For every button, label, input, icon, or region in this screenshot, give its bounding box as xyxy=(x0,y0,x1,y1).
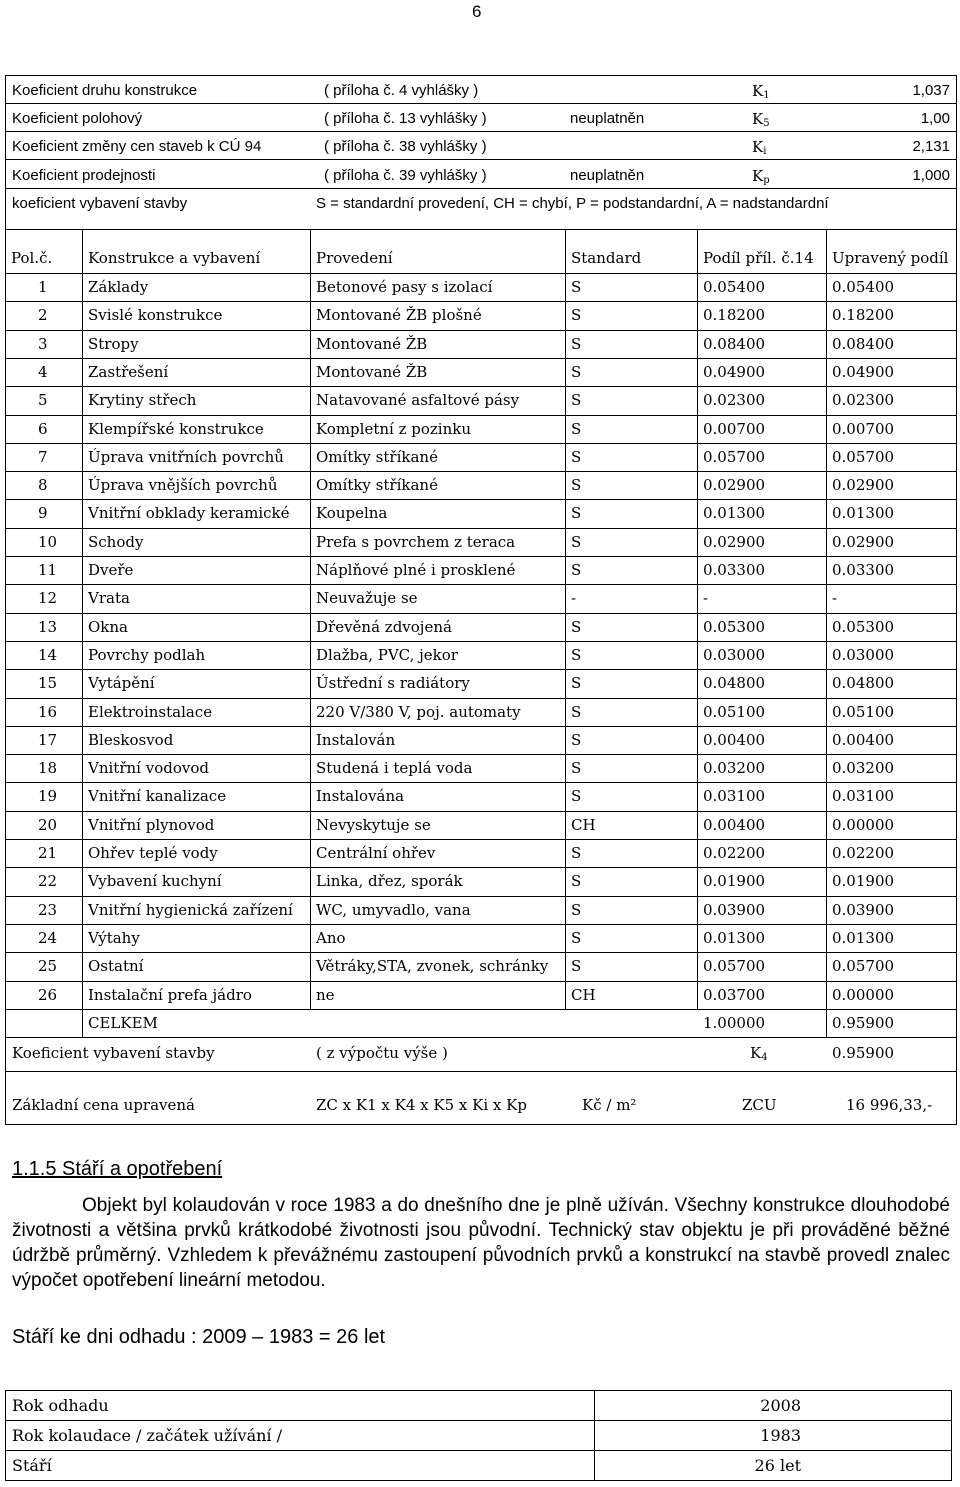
summary-value: 2008 xyxy=(595,1391,952,1421)
row-divider xyxy=(5,952,957,953)
cell-execution: Náplňové plné i prosklené xyxy=(316,561,516,579)
cell-execution: Instalován xyxy=(316,730,396,749)
symbol-letter: K xyxy=(752,110,764,128)
cell-adjusted: 0.01900 xyxy=(832,872,895,891)
cell-construction: Vnitřní plynovod xyxy=(88,815,215,834)
base-price-value: 16 996,33,- xyxy=(846,1096,933,1114)
cell-standard: S xyxy=(571,872,582,891)
row-divider xyxy=(5,754,957,755)
cell-adjusted: 0.02300 xyxy=(832,391,895,410)
coef-value: 1,037 xyxy=(912,82,950,99)
table-row-number: 7 xyxy=(38,447,48,466)
cell-share: 0.05300 xyxy=(703,617,766,636)
cell-standard: S xyxy=(571,504,582,523)
column-divider xyxy=(565,229,566,1009)
cell-execution: Nevyskytuje se xyxy=(316,815,431,834)
symbol-index: 4 xyxy=(761,1052,768,1064)
row-divider xyxy=(5,726,957,727)
cell-construction: Vybavení kuchyní xyxy=(88,872,222,891)
equipment-legend: S = standardní provedení, CH = chybí, P = podstandardní, A = nadstandardní xyxy=(316,195,829,212)
cell-execution: Ústřední s radiátory xyxy=(316,674,470,693)
cell-construction: Vnitřní hygienická zařízení xyxy=(88,900,293,919)
cell-adjusted: 0.03000 xyxy=(832,645,895,664)
equipment-label: koeficient vybavení stavby xyxy=(12,195,188,212)
summary-label: Stáří xyxy=(6,1451,595,1481)
table-row-number: 9 xyxy=(38,504,48,523)
table-row-number: 1 xyxy=(38,278,48,296)
column-divider xyxy=(826,229,827,1037)
coef-ref: ( příloha č. 4 vyhlášky ) xyxy=(324,82,479,99)
cell-adjusted: 0.05300 xyxy=(832,617,895,636)
symbol-index: 1 xyxy=(763,90,770,101)
cell-share: 0.04900 xyxy=(703,362,766,381)
cell-construction: Okna xyxy=(88,617,128,636)
cell-adjusted: 0.05700 xyxy=(832,447,895,466)
coef-name: Koeficient druhu konstrukce xyxy=(12,82,198,99)
cell-execution: Omítky stříkané xyxy=(316,447,438,466)
table-row-number: 4 xyxy=(38,362,48,381)
cell-standard: S xyxy=(571,617,582,636)
table-row-number: 3 xyxy=(38,334,48,353)
cell-standard: S xyxy=(571,759,582,778)
cell-adjusted: 0.05100 xyxy=(832,702,895,721)
cell-standard: S xyxy=(571,306,582,325)
cell-share: 0.01300 xyxy=(703,928,766,947)
equip-coef-ref: ( z výpočtu výše ) xyxy=(316,1044,448,1063)
cell-share: 0.18200 xyxy=(703,306,766,325)
cell-construction: Vnitřní obklady keramické xyxy=(88,504,290,523)
column-header: Provedení xyxy=(316,249,393,267)
cell-standard: S xyxy=(571,476,582,495)
cell-execution: Dřevěná zdvojená xyxy=(316,617,452,636)
cell-share: 0.05700 xyxy=(703,957,766,976)
cell-execution: Natavované asfaltové pásy xyxy=(316,391,520,410)
cell-standard: S xyxy=(571,645,582,664)
row-divider xyxy=(5,1037,957,1038)
cell-execution: Neuvažuje se xyxy=(316,589,418,608)
column-header: Standard xyxy=(571,249,642,267)
cell-construction: Krytiny střech xyxy=(88,391,197,410)
cell-construction: Základy xyxy=(88,278,149,296)
cell-construction: Bleskosvod xyxy=(88,730,174,749)
row-divider xyxy=(5,698,957,699)
cell-adjusted: 0.03300 xyxy=(832,561,895,579)
equip-coef-value: 0.95900 xyxy=(832,1044,895,1063)
column-header: Upravený podíl xyxy=(832,249,949,267)
cell-adjusted: 0.02900 xyxy=(832,476,895,495)
cell-construction: Úprava vnitřních povrchů xyxy=(88,447,284,466)
cell-standard: S xyxy=(571,730,582,749)
cell-adjusted: 0.05700 xyxy=(832,957,895,976)
total-label: CELKEM xyxy=(88,1013,158,1032)
coef-value: 1,000 xyxy=(912,167,950,184)
cell-share: 0.02900 xyxy=(703,476,766,495)
coef-name: Koeficient prodejnosti xyxy=(12,167,156,184)
row-divider xyxy=(5,1071,957,1072)
cell-execution: Prefa s povrchem z teraca xyxy=(316,532,516,551)
row-divider xyxy=(5,415,957,416)
coef-name: Koeficient změny cen staveb k CÚ 94 xyxy=(12,138,262,155)
column-header: Podíl příl. č.14 xyxy=(703,249,814,267)
cell-standard: CH xyxy=(571,985,596,1004)
table-row-number: 13 xyxy=(38,617,58,636)
cell-execution: Ano xyxy=(316,928,346,947)
cell-construction: Dveře xyxy=(88,561,134,579)
cell-adjusted: 0.02200 xyxy=(832,844,895,862)
table-row-number: 16 xyxy=(38,702,58,721)
cell-standard: S xyxy=(571,674,582,693)
table-row-number: 23 xyxy=(38,900,58,919)
cell-standard: - xyxy=(571,589,577,608)
symbol-index: p xyxy=(763,175,770,186)
summary-value: 26 let xyxy=(595,1451,952,1481)
cell-adjusted: 0.03100 xyxy=(832,787,895,806)
cell-share: 0.03900 xyxy=(703,900,766,919)
symbol-index: i xyxy=(763,146,767,157)
cell-adjusted: 0.03200 xyxy=(832,759,895,778)
cell-execution: ne xyxy=(316,985,335,1004)
cell-execution: Studená i teplá voda xyxy=(316,759,473,778)
row-divider xyxy=(5,924,957,925)
cell-standard: S xyxy=(571,447,582,466)
cell-adjusted: 0.00000 xyxy=(832,815,895,834)
table-row-number: 10 xyxy=(38,532,58,551)
cell-construction: Klempířské konstrukce xyxy=(88,419,264,438)
row-divider xyxy=(5,301,957,302)
base-price-code: ZCU xyxy=(742,1096,777,1114)
age-line: Stáří ke dni odhadu : 2009 – 1983 = 26 let xyxy=(12,1326,386,1348)
table-row-number: 25 xyxy=(38,957,58,976)
cell-execution: Linka, dřez, sporák xyxy=(316,872,463,891)
table-row-number: 6 xyxy=(38,419,48,438)
row-divider xyxy=(5,1009,957,1010)
cell-adjusted: 0.01300 xyxy=(832,928,895,947)
table-row-number: 19 xyxy=(38,787,58,806)
coef-ref: ( příloha č. 39 vyhlášky ) xyxy=(324,167,487,184)
symbol-letter: K xyxy=(752,138,764,156)
cell-standard: S xyxy=(571,844,582,862)
cell-execution: Instalována xyxy=(316,787,405,806)
cell-adjusted: 0.00700 xyxy=(832,419,895,438)
cell-standard: S xyxy=(571,391,582,410)
base-price-formula: ZC x K1 x K4 x K5 x Ki x Kp xyxy=(316,1096,527,1114)
summary-value: 1983 xyxy=(595,1421,952,1451)
cell-standard: S xyxy=(571,362,582,381)
cell-share: - xyxy=(703,589,709,608)
summary-label: Rok odhadu xyxy=(6,1391,595,1421)
cell-share: 0.02200 xyxy=(703,844,766,862)
cell-share: 0.00400 xyxy=(703,730,766,749)
table-row-number: 21 xyxy=(38,844,58,862)
paragraph-text: Objekt byl kolaudován v roce 1983 a do dnešního dne je plně užíván. Všechny konstrukce dlouhodobé životnosti a většina prvků krátkodobé životnosti jsou původní. Technický stav objektu je při prováděné běžné údržbě průměrný. Vzhledem k převážnému zastoupení původních prvků a konstrukcí na stavbě provedl znalec výpočet opotřebení lineární metodou. xyxy=(12,1195,950,1291)
column-divider xyxy=(82,1009,83,1037)
coef-ref: ( příloha č. 13 vyhlášky ) xyxy=(324,110,487,127)
cell-share: 0.04800 xyxy=(703,674,766,693)
cell-adjusted: 0.03900 xyxy=(832,900,895,919)
cell-share: 0.05400 xyxy=(703,278,766,296)
base-price-label: Základní cena upravená xyxy=(12,1096,196,1114)
cell-share: 0.01300 xyxy=(703,504,766,523)
cell-execution: Betonové pasy s izolací xyxy=(316,278,493,296)
cell-share: 0.08400 xyxy=(703,334,766,353)
table-row-number: 17 xyxy=(38,730,58,749)
cell-standard: S xyxy=(571,419,582,438)
symbol-letter: K xyxy=(752,82,764,100)
table-row xyxy=(6,1391,952,1421)
cell-standard: S xyxy=(571,278,582,296)
cell-standard: S xyxy=(571,957,582,976)
row-divider xyxy=(5,103,957,104)
cell-standard: S xyxy=(571,787,582,806)
equip-coef-label: Koeficient vybavení stavby xyxy=(12,1044,215,1063)
cell-share: 0.02900 xyxy=(703,532,766,551)
total-share: 1.00000 xyxy=(703,1013,766,1032)
total-adjusted: 0.95900 xyxy=(832,1013,895,1032)
symbol-letter: K xyxy=(750,1044,762,1063)
table-row-number: 2 xyxy=(38,306,48,325)
cell-adjusted: 0.18200 xyxy=(832,306,895,325)
cell-adjusted: 0.01300 xyxy=(832,504,895,523)
row-divider xyxy=(5,273,957,274)
cell-construction: Vnitřní vodovod xyxy=(88,759,209,778)
base-price-unit: Kč / m² xyxy=(582,1096,637,1114)
row-divider xyxy=(5,641,957,642)
table-row-number: 26 xyxy=(38,985,58,1004)
cell-execution: Dlažba, PVC, jekor xyxy=(316,645,458,664)
cell-construction: Ohřev teplé vody xyxy=(88,844,218,862)
cell-execution: Montované ŽB xyxy=(316,334,428,353)
cell-execution: WC, umyvadlo, vana xyxy=(316,900,471,919)
table-row-number: 15 xyxy=(38,674,58,693)
cell-execution: Větráky,STA, zvonek, schránky xyxy=(316,957,549,976)
table-row-number: 12 xyxy=(38,589,58,608)
column-divider xyxy=(310,229,311,1009)
row-divider xyxy=(5,981,957,982)
cell-construction: Svislé konstrukce xyxy=(88,306,223,325)
cell-construction: Schody xyxy=(88,532,144,551)
cell-execution: Montované ŽB xyxy=(316,362,428,381)
cell-standard: S xyxy=(571,702,582,721)
cell-construction: Výtahy xyxy=(88,928,140,947)
coef-note: neuplatněn xyxy=(570,110,645,127)
coef-value: 2,131 xyxy=(912,138,950,155)
cell-adjusted: 0.04800 xyxy=(832,674,895,693)
row-divider xyxy=(5,358,957,359)
column-header: Konstrukce a vybavení xyxy=(88,249,261,267)
cell-execution: Kompletní z pozinku xyxy=(316,419,472,438)
row-divider xyxy=(5,669,957,670)
cell-adjusted: 0.00000 xyxy=(832,985,895,1004)
cell-share: 0.03000 xyxy=(703,645,766,664)
cell-adjusted: 0.00400 xyxy=(832,730,895,749)
cell-share: 0.03200 xyxy=(703,759,766,778)
row-divider xyxy=(5,584,957,585)
equip-coef-symbol xyxy=(750,1043,768,1068)
table-row-number: 14 xyxy=(38,645,58,664)
row-divider xyxy=(5,613,957,614)
cell-standard: S xyxy=(571,561,582,579)
row-divider xyxy=(5,499,957,500)
age-summary-table xyxy=(5,1390,952,1481)
cell-construction: Zastřešení xyxy=(88,362,169,381)
page-number: 6 xyxy=(472,2,482,21)
column-header: Pol.č. xyxy=(11,249,53,267)
row-divider xyxy=(5,782,957,783)
symbol-index: 5 xyxy=(763,118,770,129)
cell-share: 0.00700 xyxy=(703,419,766,438)
row-divider xyxy=(5,443,957,444)
row-divider xyxy=(5,229,957,230)
cell-share: 0.03100 xyxy=(703,787,766,806)
cell-adjusted: 0.05400 xyxy=(832,278,895,296)
cell-execution: Koupelna xyxy=(316,504,388,523)
coef-ref: ( příloha č. 38 vyhlášky ) xyxy=(324,138,487,155)
column-divider xyxy=(82,229,83,1037)
table-row xyxy=(6,1451,952,1481)
row-divider xyxy=(5,839,957,840)
section-title: 1.1.5 Stáří a opotřebení xyxy=(12,1158,223,1180)
cell-share: 0.00400 xyxy=(703,815,766,834)
cell-share: 0.02300 xyxy=(703,391,766,410)
cell-share: 0.05700 xyxy=(703,447,766,466)
row-divider xyxy=(5,471,957,472)
cell-adjusted: 0.04900 xyxy=(832,362,895,381)
row-divider xyxy=(5,867,957,868)
cell-standard: S xyxy=(571,900,582,919)
symbol-letter: K xyxy=(752,167,764,185)
row-divider xyxy=(5,556,957,557)
summary-label: Rok kolaudace / začátek užívání / xyxy=(6,1421,595,1451)
cell-standard: S xyxy=(571,334,582,353)
cell-share: 0.03300 xyxy=(703,561,766,579)
cell-construction: Povrchy podlah xyxy=(88,645,206,664)
coef-name: Koeficient polohový xyxy=(12,110,143,127)
row-divider xyxy=(5,330,957,331)
cell-execution: Montované ŽB plošné xyxy=(316,306,482,325)
column-divider xyxy=(697,229,698,1009)
table-row-number: 18 xyxy=(38,759,58,778)
table-row-number: 5 xyxy=(38,391,48,410)
row-divider xyxy=(5,811,957,812)
cell-construction: Vytápění xyxy=(88,674,155,693)
cell-share: 0.05100 xyxy=(703,702,766,721)
row-divider xyxy=(5,386,957,387)
table-row-number: 11 xyxy=(38,561,58,579)
cell-execution: Omítky stříkané xyxy=(316,476,438,495)
row-divider xyxy=(5,159,957,160)
cell-standard: S xyxy=(571,532,582,551)
cell-adjusted: - xyxy=(832,589,838,608)
cell-construction: Instalační prefa jádro xyxy=(88,985,252,1004)
cell-construction: Vrata xyxy=(88,589,130,608)
cell-share: 0.03700 xyxy=(703,985,766,1004)
cell-construction: Ostatní xyxy=(88,957,144,976)
cell-construction: Úprava vnějších povrchů xyxy=(88,476,278,495)
cell-adjusted: 0.08400 xyxy=(832,334,895,353)
condition-paragraph xyxy=(12,1193,950,1293)
coef-note: neuplatněn xyxy=(570,167,645,184)
cell-standard: S xyxy=(571,928,582,947)
row-divider xyxy=(5,896,957,897)
table-row-number: 8 xyxy=(38,476,48,495)
cell-execution: 220 V/380 V, poj. automaty xyxy=(316,702,521,721)
cell-adjusted: 0.02900 xyxy=(832,532,895,551)
cell-execution: Centrální ohřev xyxy=(316,844,436,862)
table-row-number: 20 xyxy=(38,815,58,834)
cell-construction: Stropy xyxy=(88,334,139,353)
table-row-number: 22 xyxy=(38,872,58,891)
row-divider xyxy=(5,528,957,529)
row-divider xyxy=(5,131,957,132)
table-row xyxy=(6,1421,952,1451)
cell-construction: Vnitřní kanalizace xyxy=(88,787,227,806)
cell-construction: Elektroinstalace xyxy=(88,702,213,721)
cell-standard: CH xyxy=(571,815,596,834)
coef-value: 1,00 xyxy=(920,110,950,127)
row-divider xyxy=(5,188,957,189)
cell-share: 0.01900 xyxy=(703,872,766,891)
table-row-number: 24 xyxy=(38,928,58,947)
